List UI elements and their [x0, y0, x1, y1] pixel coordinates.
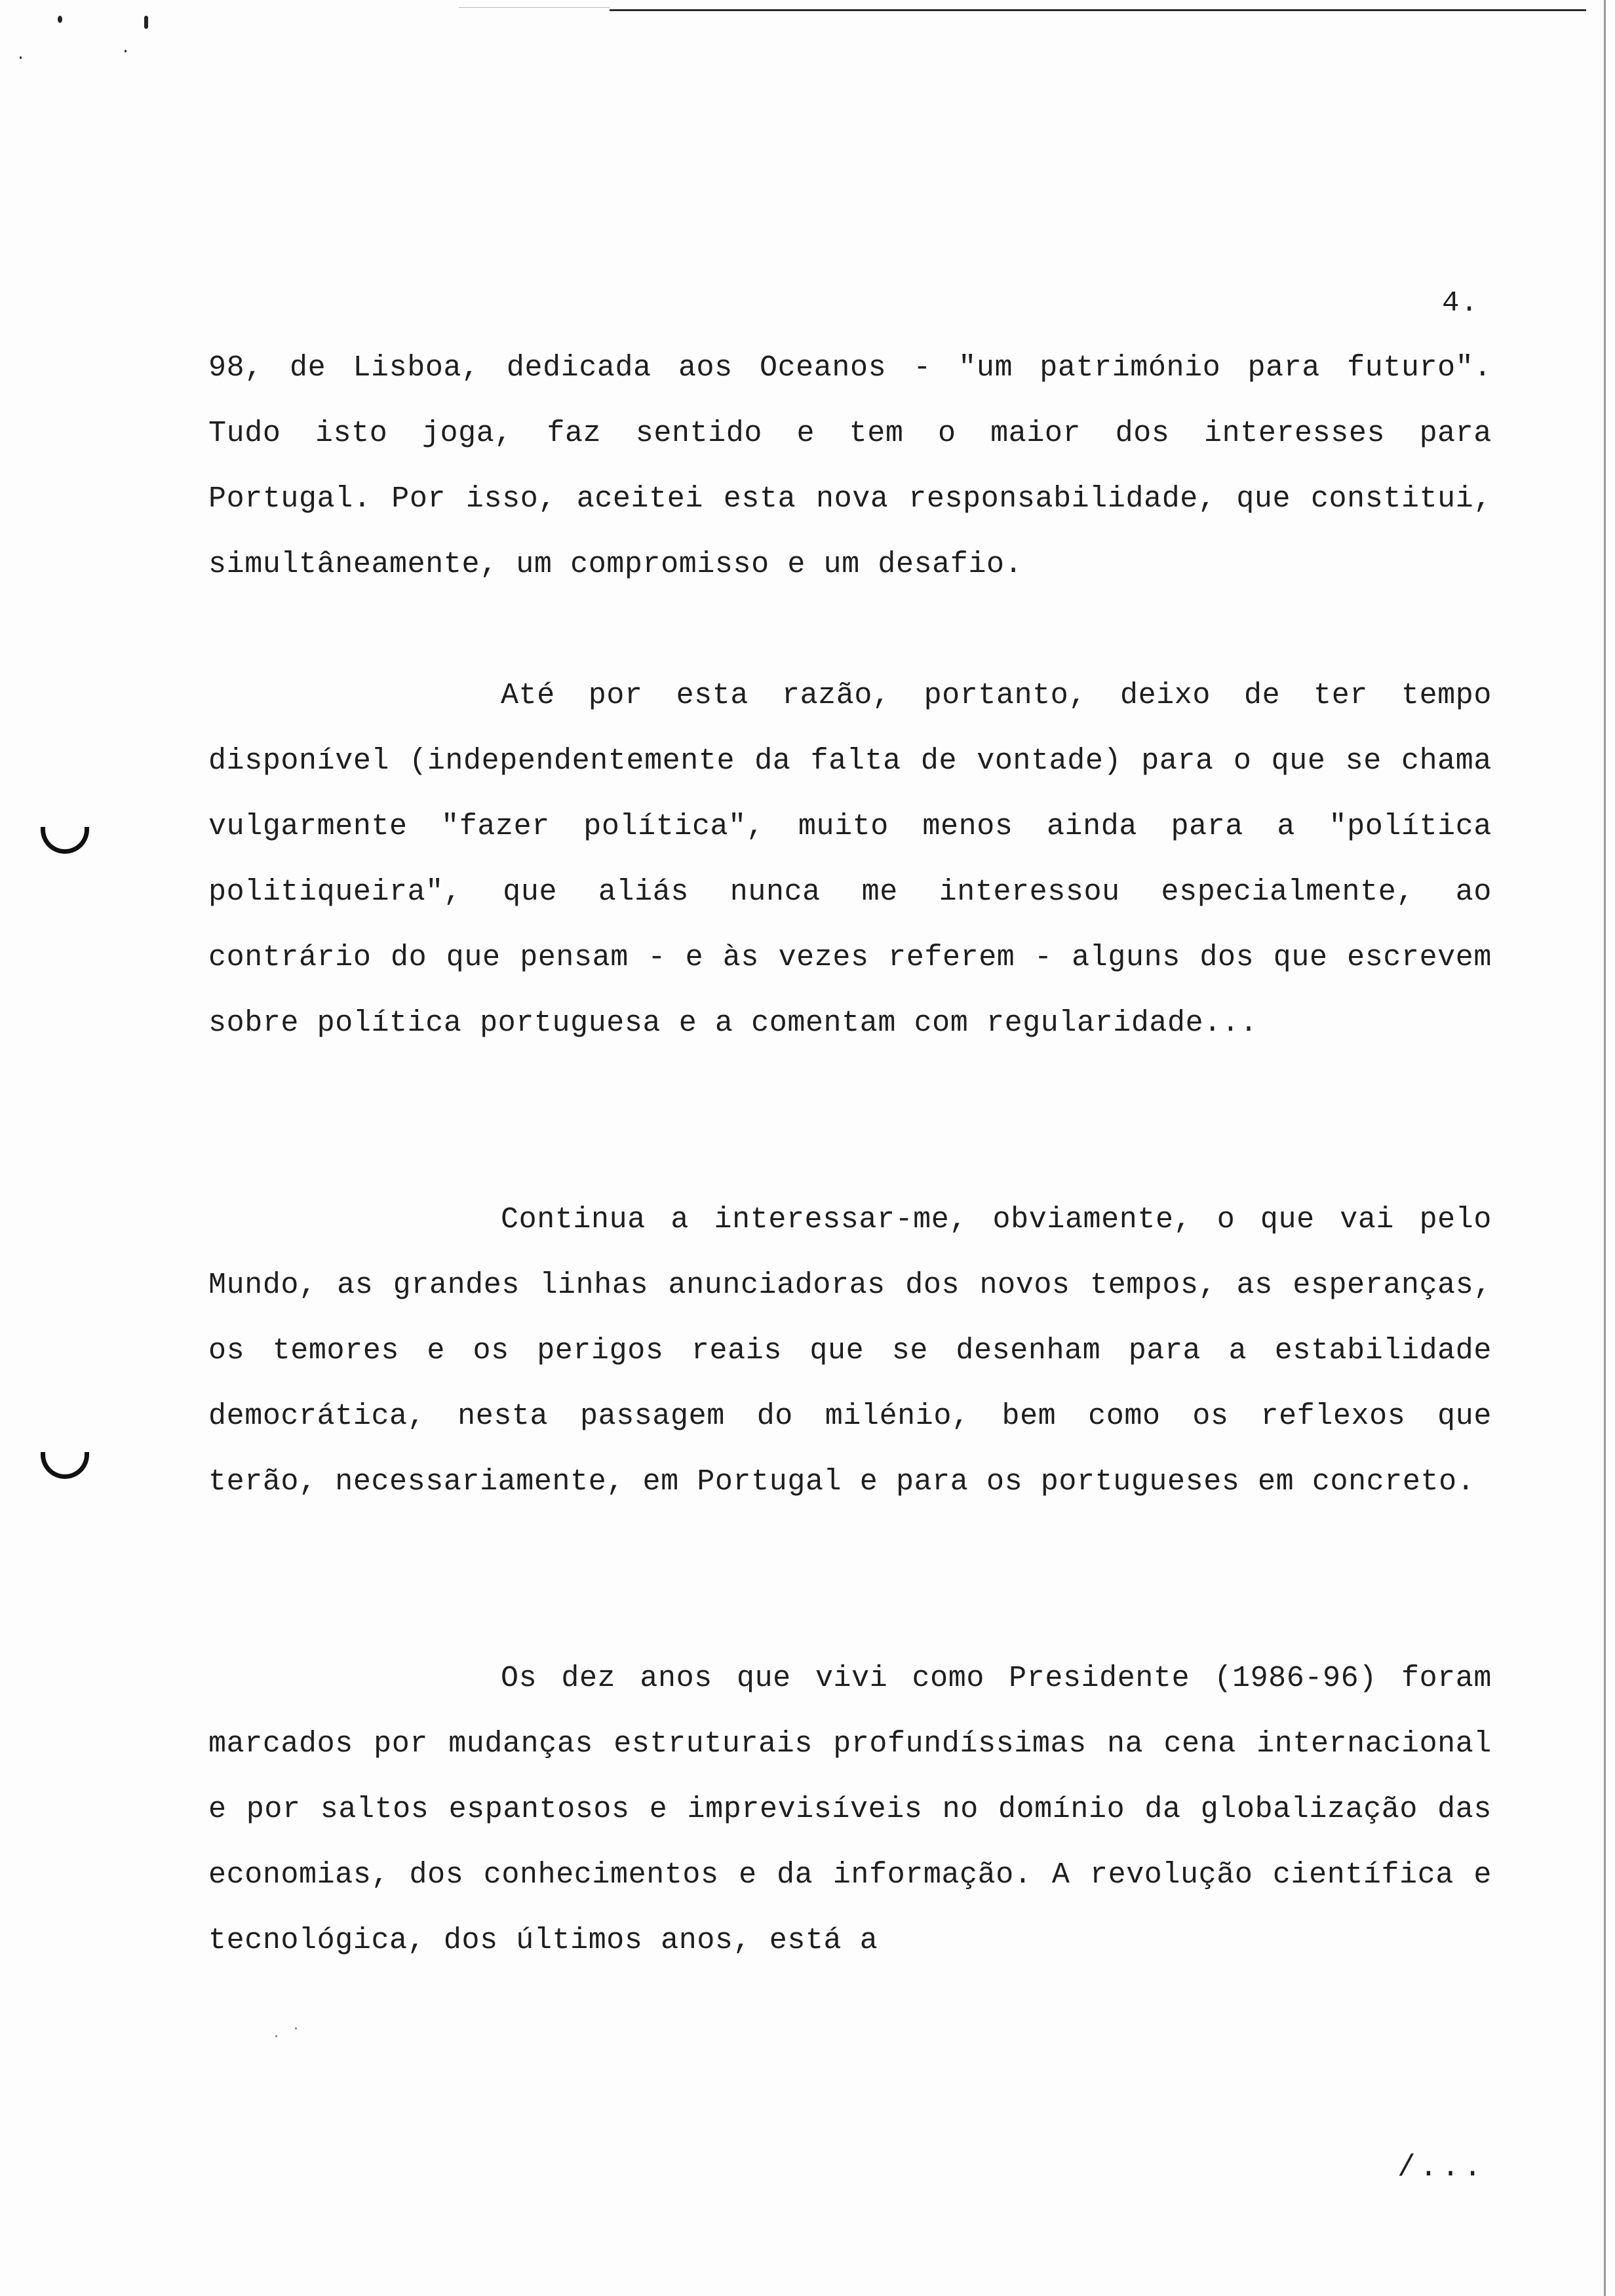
- scan-speck: [275, 2035, 277, 2037]
- scan-speck: [58, 16, 62, 23]
- scan-speck: [144, 16, 148, 29]
- scan-top-faint-line: [459, 7, 610, 8]
- punch-hole-mark: [41, 827, 89, 854]
- scan-top-line: [610, 9, 1586, 11]
- paragraph-2: [208, 663, 1492, 1056]
- continuation-mark: /...: [1397, 2151, 1486, 2185]
- punch-hole-mark: [41, 1452, 89, 1479]
- paragraph-text: 98, de Lisboa, dedicada aos Oceanos - "um património para futuro". Tudo isto joga, faz sentido e tem o maior dos interesses para Portugal. Por isso, aceitei esta nova responsabilidade, que constitui, simultâneamente, um compromisso e um desafio.: [208, 351, 1492, 581]
- scan-speck: [295, 2027, 297, 2029]
- scan-speck: [125, 50, 126, 52]
- paragraph-1: [208, 335, 1492, 598]
- paragraph-3: [208, 1187, 1492, 1515]
- page-number: 4.: [1442, 287, 1479, 320]
- scan-speck: [20, 56, 22, 59]
- paragraph-text: Continua a interessar-me, obviamente, o que vai pelo Mundo, as grandes linhas anunciadoras dos novos tempos, as esperanças, os temores e os perigos reais que se desenham para a estabilidade democrática, nesta passagem do milénio, bem como os reflexos que terão, necessariamente, em Portugal e para os portugueses em concreto.: [208, 1203, 1492, 1499]
- scan-right-edge: [1604, 0, 1606, 2296]
- paragraph-text: Até por esta razão, portanto, deixo de ter tempo disponível (independentemente da falta de vontade) para o que se chama vulgarmente "fazer política", muito menos ainda para a "política politiqueira", que aliás nunca me interessou especialmente, ao contrário do que pensam - e às vezes referem - alguns dos que escrevem sobre política portuguesa e a comentam com regularidade...: [208, 679, 1492, 1040]
- paragraph-text: Os dez anos que vivi como Presidente (1986-96) foram marcados por mudanças estruturais profundíssimas na cena internacional e por saltos espantosos e imprevisíveis no domínio da globalização das economias, dos conhecimentos e da informação. A revolução científica e tecnológica, dos últimos anos, está a: [208, 1662, 1492, 1957]
- paragraph-4: [208, 1646, 1492, 1974]
